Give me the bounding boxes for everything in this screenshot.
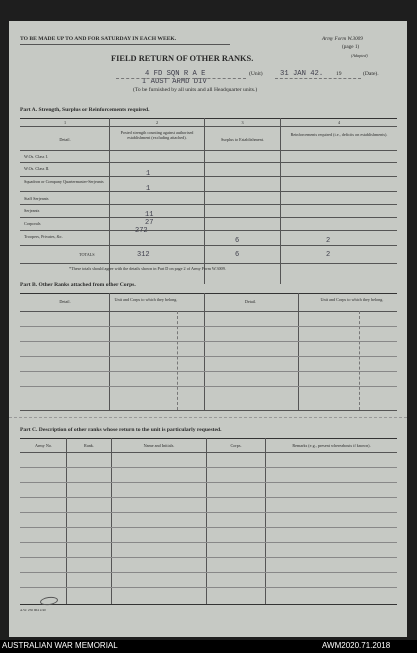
totals-label: TOTALS [79, 252, 95, 257]
part-c-heading: Part C. Description of other ranks whose return to the unit is particularly requested. [20, 427, 222, 433]
part-c-col-name: Name and Initials. [143, 443, 175, 448]
part-b-row-rule [20, 356, 397, 357]
unit-value: 4 FD SQN R A E [145, 70, 206, 78]
row-rule [20, 230, 397, 231]
part-a-vline-3 [280, 118, 281, 284]
part-c-vline [206, 438, 207, 604]
part-b-row-rule [20, 326, 397, 327]
part-c-vline [111, 438, 112, 604]
row-rule [20, 245, 397, 246]
part-c-col-army-no: Army No. [35, 443, 52, 448]
adapted-note: (Adapted) [351, 53, 368, 58]
part-c-row-rule [20, 467, 397, 468]
part-b-row-rule [20, 386, 397, 387]
row-detail: Staff Serjeants [24, 196, 49, 201]
totals-reinf: 2 [326, 251, 331, 259]
unit-value-line2: I AUST ARMD DIV [142, 78, 207, 86]
part-c-bottom-rule [20, 604, 397, 605]
part-c-vline [265, 438, 266, 604]
form-sheet [9, 21, 407, 637]
part-c-row-rule [20, 557, 397, 558]
footer-accession-number: AWM2020.71.2018 [322, 641, 391, 650]
print-code: A.W. 256 964 2/40 [20, 608, 46, 612]
date-label: (Date). [363, 71, 379, 77]
fold-line [9, 417, 407, 418]
date-value: 31 JAN 42. [280, 70, 324, 78]
header-bottom-rule [20, 150, 397, 151]
col-number-4: 4 [337, 120, 341, 125]
row-reinf-value: 2 [326, 237, 331, 245]
part-c-col-rank: Rank. [84, 443, 94, 448]
col-header-posted: Posted strength counting against authorised establishment (excluding attached). [120, 130, 194, 140]
col-header-reinforcements: Reinforcements required (i.e., deficits on establishments). [290, 132, 388, 137]
row-detail: Squadron or Company Quartermaster-Serjeants [24, 179, 104, 184]
part-c-col-corps: Corps. [230, 443, 242, 448]
totals-bottom-rule [20, 263, 397, 264]
col-number-1: 1 [63, 120, 67, 125]
part-b-header-rule [20, 311, 397, 312]
year-prefix: 19 [336, 71, 342, 77]
row-posted-value: 1 [146, 170, 151, 178]
part-c-row-rule [20, 527, 397, 528]
part-c-row-rule [20, 572, 397, 573]
made-up-note: TO BE MADE UP TO AND FOR SATURDAY IN EACH WEEK. [20, 36, 177, 42]
row-surplus-value: 6 [235, 237, 240, 245]
row-rule [20, 217, 397, 218]
part-a-vline-2 [204, 118, 205, 284]
part-b-row-rule [20, 341, 397, 342]
row-detail: Serjeants [24, 208, 40, 213]
col-header-surplus: Surplus to Establishment. [221, 137, 264, 142]
part-b-heading: Part B. Other Ranks attached from other Corps. [20, 282, 136, 288]
archive-footer [0, 640, 417, 653]
part-c-row-rule [20, 497, 397, 498]
unit-dotted-line [116, 78, 246, 79]
unit-label: (Unit) [249, 71, 263, 77]
part-b-top-rule [20, 293, 397, 294]
part-c-row-rule [20, 542, 397, 543]
part-c-header-rule [20, 452, 397, 453]
part-c-col-remarks: Remarks (e.g., present whereabouts if known). [292, 443, 371, 448]
row-rule [20, 204, 397, 205]
row-detail: W.Os. Class I. [24, 154, 48, 159]
row-rule [20, 162, 397, 163]
part-c-top-rule [20, 438, 397, 439]
row-posted-value: 272 [135, 227, 148, 235]
part-b-col-detail: Detail. [59, 299, 71, 304]
part-c-row-rule [20, 587, 397, 588]
furnished-note: (To be furnished by all units and all Headquarter units.) [133, 87, 258, 93]
form-name: Army Form W.3009 [322, 36, 363, 42]
row-rule [20, 191, 397, 192]
row-detail: Troopers, Privates, &c. [24, 234, 63, 239]
form-page: (page 1) [342, 44, 360, 50]
date-dotted-line [275, 78, 361, 79]
form-title: FIELD RETURN OF OTHER RANKS. [111, 54, 254, 63]
part-b-col-unit-corps-2: Unit and Corps to which they belong. [320, 297, 384, 302]
part-b-row-rule [20, 371, 397, 372]
row-posted-value: 27 [145, 219, 154, 227]
part-a-vline-1 [109, 118, 110, 284]
part-b-vline [298, 293, 299, 410]
part-a-heading: Part A. Strength, Surplus or Reinforcements required. [20, 107, 150, 113]
totals-surplus: 6 [235, 251, 240, 259]
col-header-detail: Detail. [59, 137, 71, 142]
part-b-vline [109, 293, 110, 410]
part-c-row-rule [20, 512, 397, 513]
row-detail: Corporals [24, 221, 41, 226]
col-number-3: 3 [241, 120, 244, 125]
part-c-vline [66, 438, 67, 604]
totals-posted: 312 [137, 251, 150, 259]
row-detail: W.Os. Class II. [24, 166, 50, 171]
part-c-row-rule [20, 482, 397, 483]
part-a-footnote: *These totals should agree with the details shown in Part D on page 2 of Army Form W.3009. [69, 266, 226, 271]
part-b-vline [204, 293, 205, 410]
col-number-rule [20, 126, 397, 127]
part-b-col-unit-corps: Unit and Corps to which they belong. [114, 297, 178, 302]
col-number-2: 2 [155, 120, 159, 125]
row-rule [20, 176, 397, 177]
footer-institution: AUSTRALIAN WAR MEMORIAL [2, 641, 118, 650]
part-b-col-detail-2: Detail. [244, 299, 257, 304]
row-posted-value: 1 [146, 185, 151, 193]
part-a-top-rule [20, 118, 397, 119]
row-posted-value: 11 [145, 211, 154, 219]
part-b-bottom-rule [20, 410, 397, 411]
made-up-underline [20, 44, 230, 45]
